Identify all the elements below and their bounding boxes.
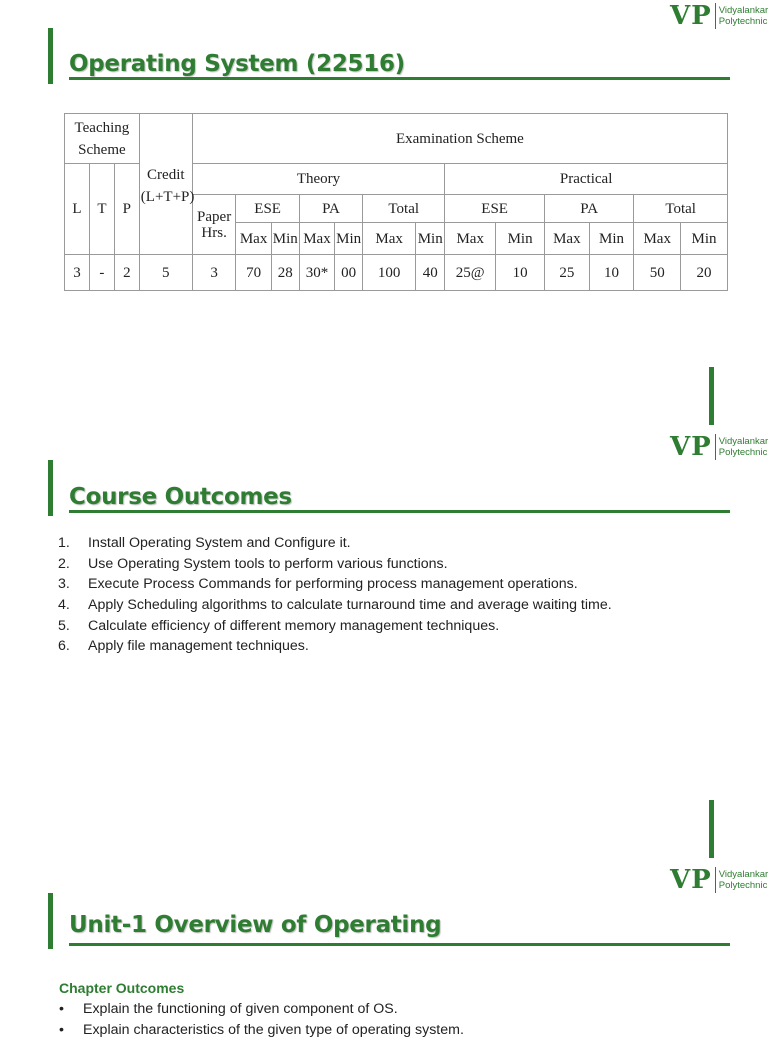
- col-max: Max: [545, 223, 590, 255]
- table-cell: 5: [139, 255, 192, 291]
- col-min: Min: [496, 223, 545, 255]
- section-title: Unit-1 Overview of Operating: [69, 912, 441, 938]
- title-accent-bar: [48, 28, 53, 84]
- logo-divider: [715, 867, 716, 893]
- list-item: 4. Apply Scheduling algorithms to calculate turnaround time and average waiting time.: [58, 595, 612, 616]
- credit-header: Credit (L+T+P): [139, 114, 192, 255]
- slide-divider-bar: [709, 800, 714, 858]
- table-cell: 25@: [445, 255, 496, 291]
- theory-total-header: Total: [363, 195, 445, 223]
- slide-divider-bar: [709, 367, 714, 425]
- logo-mark: VP: [670, 3, 712, 29]
- list-item: • Explain characteristics of the given type of operating system.: [59, 1020, 464, 1040]
- logo-divider: [715, 3, 716, 29]
- practical-total-header: Total: [634, 195, 728, 223]
- course-outcomes-list: [58, 533, 612, 657]
- title-underline: [69, 943, 730, 946]
- col-max: Max: [299, 223, 334, 255]
- paper-hrs-header: Paper Hrs.: [192, 195, 236, 255]
- col-min: Min: [681, 223, 728, 255]
- table-cell: 25: [545, 255, 590, 291]
- col-min: Min: [335, 223, 363, 255]
- table-cell: 40: [416, 255, 445, 291]
- teaching-scheme-header: Teaching Scheme: [65, 114, 140, 164]
- col-max: Max: [363, 223, 416, 255]
- vp-logo: [670, 3, 768, 29]
- col-max: Max: [236, 223, 271, 255]
- logo-line2: Polytechnic: [719, 880, 768, 891]
- title-underline: [69, 510, 730, 513]
- col-max: Max: [634, 223, 681, 255]
- table-cell: 2: [114, 255, 139, 291]
- logo-text: [719, 436, 768, 458]
- logo-line1: Vidyalankar: [719, 436, 768, 447]
- table-cell: -: [89, 255, 114, 291]
- table-cell: 28: [271, 255, 299, 291]
- table-row: [65, 255, 728, 291]
- table-cell: 3: [65, 255, 90, 291]
- logo-line1: Vidyalankar: [719, 869, 768, 880]
- table-cell: 10: [496, 255, 545, 291]
- vp-logo: [670, 434, 768, 460]
- logo-divider: [715, 434, 716, 460]
- logo-text: [719, 5, 768, 27]
- logo-mark: VP: [670, 434, 712, 460]
- title-accent-bar: [48, 460, 53, 516]
- title-underline: [69, 77, 730, 80]
- list-item: 2. Use Operating System tools to perform various functions.: [58, 554, 612, 575]
- table-cell: 10: [589, 255, 634, 291]
- exam-scheme-table: [64, 113, 728, 291]
- table-cell: 00: [335, 255, 363, 291]
- list-item: 5. Calculate efficiency of different memory management techniques.: [58, 616, 612, 637]
- list-item: • Explain the functioning of given component of OS.: [59, 999, 464, 1020]
- t-header: T: [89, 164, 114, 255]
- col-min: Min: [271, 223, 299, 255]
- page-title: Operating System (22516): [69, 51, 405, 77]
- logo-line2: Polytechnic: [719, 16, 768, 27]
- examination-scheme-header: Examination Scheme: [192, 114, 727, 164]
- theory-ese-header: ESE: [236, 195, 299, 223]
- logo-line1: Vidyalankar: [719, 5, 768, 16]
- logo-text: [719, 869, 768, 891]
- col-max: Max: [445, 223, 496, 255]
- table-cell: 3: [192, 255, 236, 291]
- p-header: P: [114, 164, 139, 255]
- chapter-outcomes-heading: Chapter Outcomes: [59, 980, 184, 996]
- practical-header: Practical: [445, 164, 728, 195]
- table-cell: 20: [681, 255, 728, 291]
- practical-ese-header: ESE: [445, 195, 545, 223]
- title-accent-bar: [48, 893, 53, 949]
- list-item: 6. Apply file management techniques.: [58, 636, 612, 657]
- vp-logo: [670, 867, 768, 893]
- practical-pa-header: PA: [545, 195, 634, 223]
- table-cell: 70: [236, 255, 271, 291]
- table-cell: 100: [363, 255, 416, 291]
- table-cell: 50: [634, 255, 681, 291]
- chapter-outcomes-list: [59, 999, 464, 1040]
- section-title: Course Outcomes: [69, 484, 292, 510]
- col-min: Min: [589, 223, 634, 255]
- theory-pa-header: PA: [299, 195, 362, 223]
- logo-line2: Polytechnic: [719, 447, 768, 458]
- col-min: Min: [416, 223, 445, 255]
- logo-mark: VP: [670, 867, 712, 893]
- theory-header: Theory: [192, 164, 444, 195]
- list-item: 1. Install Operating System and Configure it.: [58, 533, 612, 554]
- l-header: L: [65, 164, 90, 255]
- list-item: 3. Execute Process Commands for performing process management operations.: [58, 574, 612, 595]
- table-cell: 30*: [299, 255, 334, 291]
